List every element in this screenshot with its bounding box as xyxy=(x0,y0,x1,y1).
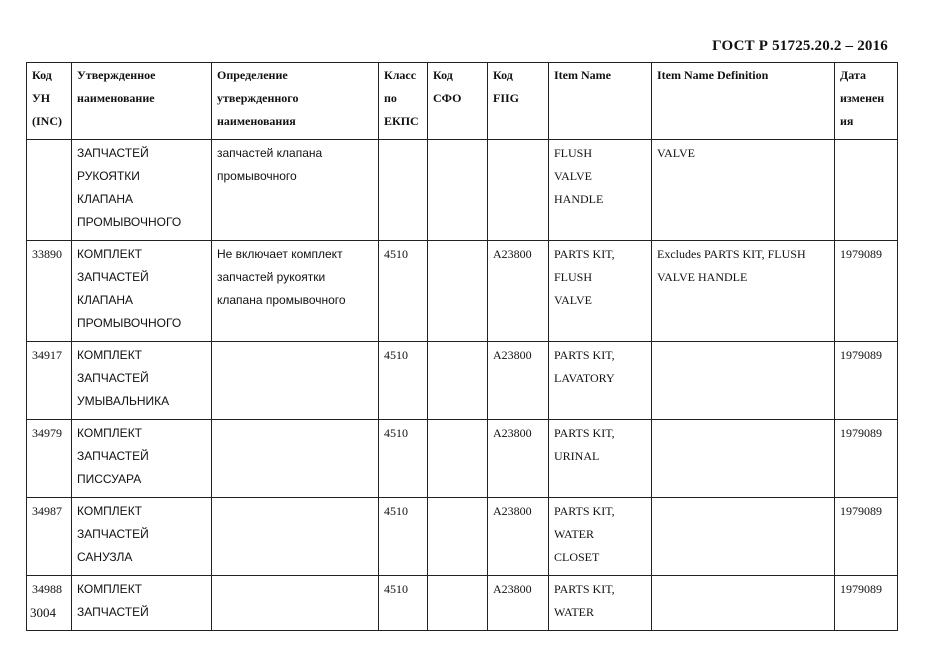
cell-approved-name-line: КОМПЛЕКТ xyxy=(77,504,143,518)
cell-item-name-definition-line: VALVE xyxy=(657,146,696,160)
cell-change-date: 1979089 xyxy=(835,420,898,498)
cell-inc-code: 34988 xyxy=(27,576,72,631)
table-row xyxy=(27,140,898,241)
header-line: Код xyxy=(493,68,513,82)
cell-item-name-line: VALVE xyxy=(554,293,593,307)
cell-change-date xyxy=(835,140,898,241)
cell-item-name-line: FLUSH xyxy=(554,270,593,284)
header-line: Утвержденное xyxy=(77,68,156,82)
cell-approved-name-line: КОМПЛЕКТ xyxy=(77,582,143,596)
cell-approved-name-line: КОМПЛЕКТ xyxy=(77,426,143,440)
header-definition xyxy=(212,63,379,140)
page-number: 3004 xyxy=(30,605,56,620)
cell-approved-name-line: ПРОМЫВОЧНОГО xyxy=(77,215,182,229)
cell-approved-name xyxy=(72,140,212,241)
table-row xyxy=(27,576,898,631)
cell-approved-name-line: ПРОМЫВОЧНОГО xyxy=(77,316,182,330)
cell-definition xyxy=(212,576,379,631)
cell-approved-name-line: КЛАПАНА xyxy=(77,192,134,206)
cell-approved-name-line: КЛАПАНА xyxy=(77,293,134,307)
cell-class: 4510 xyxy=(379,342,428,420)
header-line: Код xyxy=(32,68,52,82)
header-line: ия xyxy=(840,114,854,128)
header-sfo xyxy=(428,63,488,140)
cell-approved-name-line: РУКОЯТКИ xyxy=(77,169,140,183)
cell-item-name-line: WATER xyxy=(554,605,594,619)
cell-definition-line: Не включает комплект xyxy=(217,247,343,261)
cell-item-name-line: FLUSH xyxy=(554,146,593,160)
cell-sfo xyxy=(428,342,488,420)
header-fiig xyxy=(488,63,549,140)
cell-inc-code: 34917 xyxy=(27,342,72,420)
cell-approved-name-line: ЗАПЧАСТЕЙ xyxy=(77,527,149,541)
cell-item-name xyxy=(549,498,652,576)
header-item-name xyxy=(549,63,652,140)
cell-item-name-line: PARTS KIT, xyxy=(554,426,615,440)
cell-sfo xyxy=(428,420,488,498)
cell-item-name-line: PARTS KIT, xyxy=(554,582,615,596)
cell-approved-name xyxy=(72,342,212,420)
cell-fiig: A23800 xyxy=(488,498,549,576)
cell-item-name-line: WATER xyxy=(554,527,594,541)
header-line: (INC) xyxy=(32,114,62,128)
cell-item-name-line: HANDLE xyxy=(554,192,604,206)
cell-sfo xyxy=(428,140,488,241)
header-change-date xyxy=(835,63,898,140)
cell-item-name xyxy=(549,576,652,631)
cell-approved-name-line: ЗАПЧАСТЕЙ xyxy=(77,270,149,284)
document-id-header: ГОСТ Р 51725.20.2 – 2016 xyxy=(712,38,888,54)
cell-change-date: 1979089 xyxy=(835,576,898,631)
cell-fiig xyxy=(488,140,549,241)
cell-approved-name-line: ЗАПЧАСТЕЙ xyxy=(77,371,149,385)
cell-definition xyxy=(212,241,379,342)
cell-change-date: 1979089 xyxy=(835,498,898,576)
table-row xyxy=(27,498,898,576)
cell-definition-line: запчастей клапана xyxy=(217,146,323,160)
cell-item-name-line: PARTS KIT, xyxy=(554,247,615,261)
header-line: Item Name Definition xyxy=(657,68,769,82)
cell-approved-name-line: ПИССУАРА xyxy=(77,472,142,486)
cell-class: 4510 xyxy=(379,241,428,342)
header-line: СФО xyxy=(433,91,462,105)
cell-item-name xyxy=(549,420,652,498)
cell-item-name-definition xyxy=(652,498,835,576)
cell-inc-code xyxy=(27,140,72,241)
cell-approved-name xyxy=(72,498,212,576)
header-line: Определение xyxy=(217,68,288,82)
cell-definition-line: клапана промывочного xyxy=(217,293,346,307)
header-line: изменен xyxy=(840,91,885,105)
cell-item-name-definition-line: Excludes PARTS KIT, FLUSH xyxy=(657,247,806,261)
cell-sfo xyxy=(428,241,488,342)
cell-definition xyxy=(212,342,379,420)
cell-definition-line: запчастей рукоятки xyxy=(217,270,326,284)
table-row xyxy=(27,241,898,342)
header-line: УН xyxy=(32,91,51,105)
header-item-name-definition xyxy=(652,63,835,140)
cell-approved-name xyxy=(72,420,212,498)
table-body xyxy=(27,140,898,631)
cell-item-name-definition xyxy=(652,576,835,631)
cell-approved-name-line: УМЫВАЛЬНИКА xyxy=(77,394,170,408)
cell-item-name-definition xyxy=(652,140,835,241)
cell-change-date: 1979089 xyxy=(835,241,898,342)
cell-approved-name-line: КОМПЛЕКТ xyxy=(77,348,143,362)
header-line: наименование xyxy=(77,91,155,105)
cell-approved-name-line: САНУЗЛА xyxy=(77,550,133,564)
header-row xyxy=(27,63,898,140)
cell-item-name-line: PARTS KIT, xyxy=(554,504,615,518)
table-row xyxy=(27,420,898,498)
cell-sfo xyxy=(428,498,488,576)
cell-inc-code: 33890 xyxy=(27,241,72,342)
table-row xyxy=(27,342,898,420)
header-approved-name xyxy=(72,63,212,140)
cell-sfo xyxy=(428,576,488,631)
cell-definition xyxy=(212,498,379,576)
cell-fiig: A23800 xyxy=(488,576,549,631)
cell-class: 4510 xyxy=(379,576,428,631)
cell-item-name-definition xyxy=(652,420,835,498)
header-inc xyxy=(27,63,72,140)
cell-item-name-line: URINAL xyxy=(554,449,600,463)
header-line: утвержденного xyxy=(217,91,299,105)
cell-class xyxy=(379,140,428,241)
cell-item-name-definition xyxy=(652,342,835,420)
cell-class: 4510 xyxy=(379,498,428,576)
cell-definition-line: промывочного xyxy=(217,169,297,183)
cell-item-name xyxy=(549,241,652,342)
cell-approved-name-line: ЗАПЧАСТЕЙ xyxy=(77,146,149,160)
cell-item-name xyxy=(549,342,652,420)
cell-approved-name-line: ЗАПЧАСТЕЙ xyxy=(77,449,149,463)
cell-fiig: A23800 xyxy=(488,342,549,420)
header-line: наименования xyxy=(217,114,296,128)
catalog-table xyxy=(26,62,898,631)
header-line: Дата xyxy=(840,68,866,82)
header-line: по xyxy=(384,91,397,105)
cell-class: 4510 xyxy=(379,420,428,498)
cell-fiig: A23800 xyxy=(488,420,549,498)
cell-approved-name xyxy=(72,241,212,342)
cell-definition xyxy=(212,420,379,498)
cell-item-name-line: CLOSET xyxy=(554,550,600,564)
cell-item-name xyxy=(549,140,652,241)
header-line: Код xyxy=(433,68,453,82)
header-line: Item Name xyxy=(554,68,611,82)
header-line: ЕКПС xyxy=(384,114,419,128)
header-class xyxy=(379,63,428,140)
header-line: FIIG xyxy=(493,91,520,105)
cell-change-date: 1979089 xyxy=(835,342,898,420)
cell-item-name-line: LAVATORY xyxy=(554,371,615,385)
cell-item-name-line: PARTS KIT, xyxy=(554,348,615,362)
cell-approved-name-line: ЗАПЧАСТЕЙ xyxy=(77,605,149,619)
cell-item-name-definition xyxy=(652,241,835,342)
cell-inc-code: 34987 xyxy=(27,498,72,576)
cell-approved-name-line: КОМПЛЕКТ xyxy=(77,247,143,261)
header-line: Класс xyxy=(384,68,417,82)
cell-inc-code: 34979 xyxy=(27,420,72,498)
cell-item-name-definition-line: VALVE HANDLE xyxy=(657,270,748,284)
cell-approved-name xyxy=(72,576,212,631)
cell-item-name-line: VALVE xyxy=(554,169,593,183)
cell-fiig: A23800 xyxy=(488,241,549,342)
cell-definition xyxy=(212,140,379,241)
